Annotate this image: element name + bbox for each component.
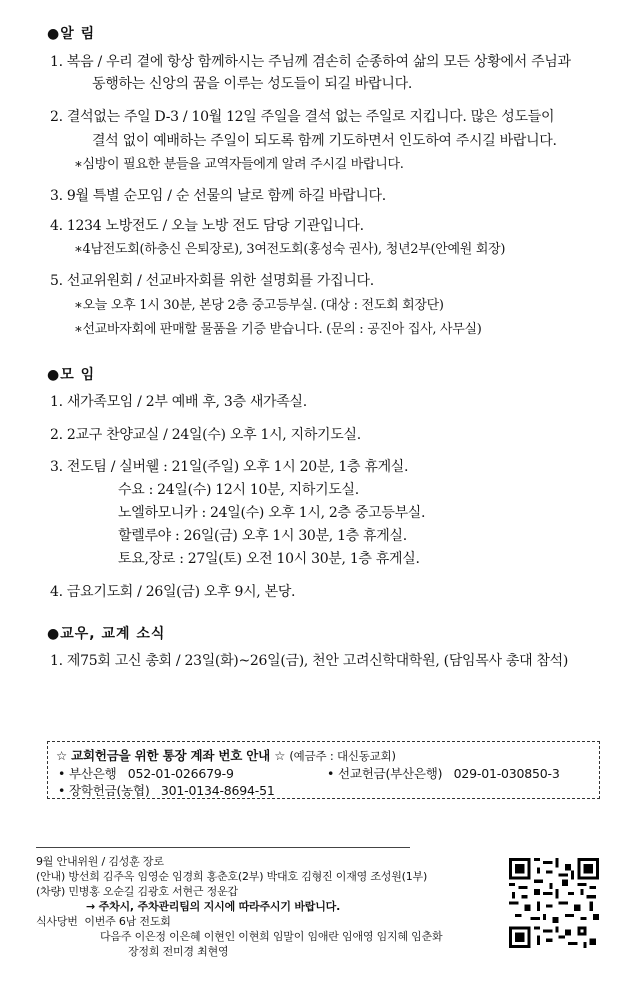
meal-row — [36, 913, 171, 929]
account-label: • 선교헌금(부산은행) — [327, 766, 443, 781]
parking-note — [86, 898, 340, 914]
parking-names: 민병홍 오순길 김광호 서현근 정운갑 — [68, 885, 238, 898]
account-row-scholarship — [58, 781, 275, 799]
notice-5-sub-2: ∗선교바자회에 판매할 물품을 기증 받습니다. (문의 : 공진아 집사, 사무실) — [74, 322, 482, 337]
meeting-4: 4. 금요기도회 / 26일(금) 오후 9시, 본당. — [50, 584, 296, 600]
meetings-heading: ●모 임 — [47, 367, 96, 383]
notice-2-line-2: 결석 없이 예배하는 주일이 되도록 함께 기도하면서 인도하여 주시길 바랍니다. — [92, 133, 557, 149]
meeting-3-sub-4: 토요,장로 : 27일(토) 오전 10시 30분, 1층 휴게실. — [118, 551, 420, 567]
meeting-3-sub-1: 수요 : 24일(수) 12시 10분, 지하기도실. — [118, 482, 359, 498]
account-number: 029-01-030850-3 — [453, 766, 560, 781]
footer-divider — [36, 847, 410, 848]
meeting-1: 1. 새가족모임 / 2부 예배 후, 3층 새가족실. — [50, 394, 307, 410]
account-title — [56, 746, 396, 764]
notice-2-line-1: 2. 결석없는 주일 D-3 / 10월 12일 주일을 결석 없는 주일로 지킵니다. 많은 성도들이 — [50, 109, 555, 125]
account-holder-note: (예금주 : 대신동교회) — [289, 749, 396, 763]
meeting-2: 2. 2교구 찬양교실 / 24일(수) 오후 1시, 지하기도실. — [50, 427, 361, 443]
notice-5-line-1: 5. 선교위원회 / 선교바자회를 위한 설명회를 가집니다. — [50, 273, 374, 289]
notice-4-line-1: 4. 1234 노방전도 / 오늘 노방 전도 담당 기관입니다. — [50, 218, 364, 234]
meeting-3: 3. 전도팀 / 실버웰 : 21일(주일) 오후 1시 20분, 1층 휴게실. — [50, 459, 409, 475]
meal-next-week-1: 다음주 이은정 이은혜 이현인 이현희 임말이 임애란 임애영 임지혜 임춘화 — [100, 930, 443, 943]
meal-this-week: 이번주 6남 전도회 — [84, 915, 171, 928]
account-row-busan — [58, 764, 234, 782]
account-label: • 부산은행 — [58, 766, 117, 781]
account-title-text: ☆ 교회헌금을 위한 통장 계좌 번호 안내 ☆ — [56, 748, 286, 763]
account-label: • 장학헌금(농협) — [58, 783, 150, 798]
notice-5-sub-1: ∗오늘 오후 1시 30분, 본당 2층 중고등부실. (대상 : 전도회 회장단) — [74, 298, 444, 313]
meeting-3-sub-3: 할렐루야 : 26일(금) 오후 1시 30분, 1층 휴게실. — [118, 528, 407, 544]
notice-3-line-1: 3. 9월 특별 순모임 / 순 선물의 날로 함께 하길 바랍니다. — [50, 188, 386, 204]
footer-parking-row — [36, 883, 238, 899]
footer-guide-row — [36, 868, 427, 884]
account-number: 052-01-026679-9 — [127, 766, 234, 781]
news-heading: ●교우, 교계 소식 — [47, 626, 166, 642]
parking-label: (차량) — [36, 885, 66, 898]
notice-2-sub-1: ∗심방이 필요한 분들을 교역자들에게 알려 주시길 바랍니다. — [74, 157, 404, 172]
meal-label: 식사당번 — [36, 915, 78, 928]
qr-code-icon[interactable] — [509, 858, 599, 948]
notices-heading: ●알 림 — [47, 26, 96, 42]
guide-names: 방선희 김주옥 임영순 임경희 홍춘호(2부) 박대호 김형진 이재영 조성원(1부) — [68, 870, 428, 883]
notice-4-sub-1: ∗4남전도회(하충신 은퇴장로), 3여전도회(홍성숙 권사), 청년2부(안예원 회장) — [74, 242, 506, 257]
qr-code-graphic — [509, 858, 599, 948]
account-number: 301-0134-8694-51 — [160, 783, 275, 798]
parking-note-text: → 주차시, 주차관리팀의 지시에 따라주시기 바랍니다. — [86, 900, 341, 913]
meal-next-week-2: 장정희 전미경 최현영 — [128, 945, 229, 958]
footer-title: 9월 안내위원 / 김성훈 장로 — [36, 855, 164, 868]
notice-1-line-2: 동행하는 신앙의 꿈을 이루는 성도들이 되길 바랍니다. — [92, 76, 412, 92]
news-1: 1. 제75회 고신 총회 / 23일(화)~26일(금), 천안 고려신학대학원, (담임목사 총대 참석) — [50, 653, 569, 669]
meeting-3-sub-2: 노엘하모니카 : 24일(수) 오후 1시, 2층 중고등부실. — [118, 505, 426, 521]
account-row-mission — [327, 764, 560, 782]
guide-label: (안내) — [36, 870, 66, 883]
notice-1-line-1: 1. 복음 / 우리 곁에 항상 함께하시는 주님께 겸손히 순종하여 삶의 모든 상황에서 주님과 — [50, 54, 571, 70]
